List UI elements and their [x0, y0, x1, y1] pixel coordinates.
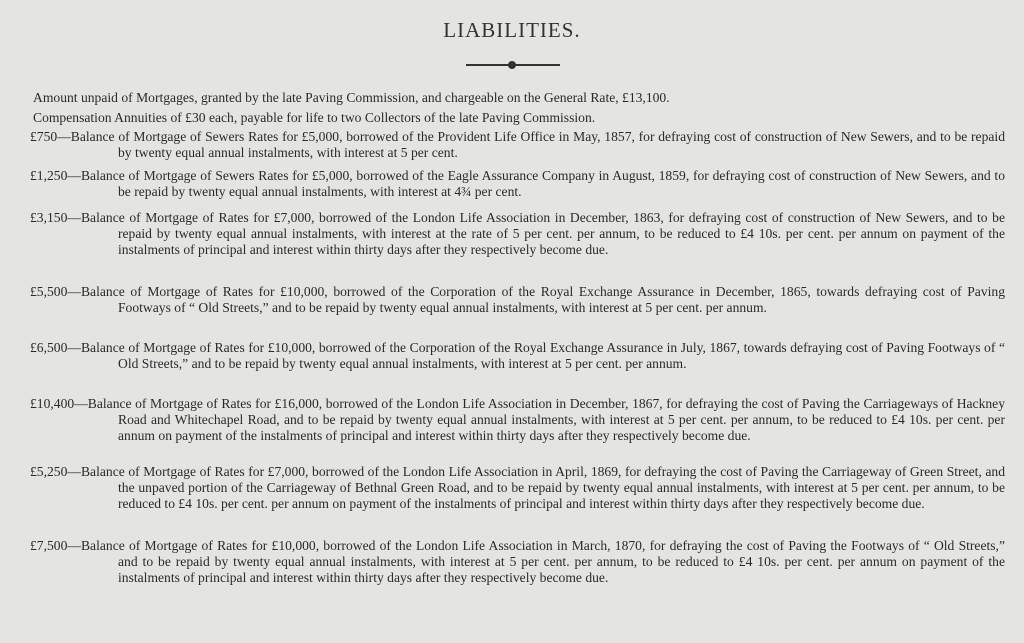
entry-text: Balance of Mortgage of Rates for £16,000, borrowed of the London Life Association in December, 1867, for defraying the cost of Paving the Carriageways of Hackney Road and Whitechapel Road, and to be repaid by twenty equal annual instalments, with interest at 5 per cent. per annum, to be reduced to £4 10s. per cent. per annum on payment of the instalments of principal and interest within thirty days after they respectively become due.: [87, 396, 1005, 443]
entry-amount: £7,500: [30, 538, 68, 553]
entry-amount: £10,400: [30, 396, 75, 411]
liability-entry: £1,250—Balance of Mortgage of Sewers Rates for £5,000, borrowed of the Eagle Assurance Company in August, 1859, for defraying cost of construction of New Sewers, and to be repaid by twenty equal annual instalments, with interest at 4¾ per cent.: [30, 168, 1005, 199]
liability-entry: £5,250—Balance of Mortgage of Rates for £7,000, borrowed of the London Life Association in April, 1869, for defraying the cost of Paving the Carriageway of Green Street, and the unpaved portion of the Carriageway of Bethnal Green Road, and to be repaid by twenty equal annual instalments, with interest at 5 per cent. per annum, to be reduced to £4 10s. per cent. per annum on payment of the instalments of principal and interest within thirty days after they respectively become due.: [30, 464, 1005, 511]
entry-amount: £6,500: [30, 340, 68, 355]
liability-entry: £6,500—Balance of Mortgage of Rates for £10,000, borrowed of the Corporation of the Royal Exchange Assurance in July, 1867, towards defraying cost of Paving Footways of “ Old Streets,” and to be repaid by twenty equal annual instalments, with interest at 5 per cent. per annum.: [30, 340, 1005, 371]
entry-amount: £1,250: [30, 168, 68, 183]
entry-text: Balance of Mortgage of Rates for £7,000, borrowed of the London Life Association in April, 1869, for defraying the cost of Paving the Carriageway of Green Street, and the unpaved portion of the Carriageway of Bethnal Green Road, and to be repaid by twenty equal annual instalments, with interest at 5 per cent. per annum, to be reduced to £4 10s. per cent. per annum on payment of the instalments of principal and interest within thirty days after they respectively become due.: [80, 464, 1005, 511]
liability-entry: £5,500—Balance of Mortgage of Rates for £10,000, borrowed of the Corporation of the Royal Exchange Assurance in December, 1865, towards defraying cost of Paving Footways of “ Old Streets,” and to be repaid by twenty equal annual instalments, with interest at 5 per cent. per annum.: [30, 284, 1005, 315]
entry-text: Balance of Mortgage of Rates for £10,000, borrowed of the Corporation of the Royal Exchange Assurance in July, 1867, towards defraying cost of Paving Footways of “ Old Streets,” and to be repaid by twenty equal annual instalments, with interest at 5 per cent. per annum.: [80, 340, 1005, 371]
liability-entry: £3,150—Balance of Mortgage of Rates for £7,000, borrowed of the London Life Association in December, 1863, for defraying cost of construction of New Sewers, and to be repaid by twenty equal annual instalments, with interest at the rate of 5 per cent. per annum, to be reduced to £4 10s. per cent. per annum on payment of the instalments of principal and interest within thirty days after they respectively become due.: [30, 210, 1005, 257]
intro-mortgages: Amount unpaid of Mortgages, granted by the late Paving Commission, and chargeable on the General Rate, £13,100.: [33, 90, 670, 105]
liability-entry: £7,500—Balance of Mortgage of Rates for £10,000, borrowed of the London Life Association in March, 1870, for defraying the cost of Paving the Footways of “ Old Streets,” and to be repaid by twenty equal annual instalments, with interest at 5 per cent. per annum, to be reduced to £4 10s. per cent. per annum on payment of the instalments of principal and interest within thirty days after they respectively become due.: [30, 538, 1005, 585]
entry-text: Balance of Mortgage of Rates for £10,000, borrowed of the Corporation of the Royal Exchange Assurance in December, 1865, towards defraying cost of Paving Footways of “ Old Streets,” and to be repaid by twenty equal annual instalments, with interest at 5 per cent. per annum.: [80, 284, 1005, 315]
entry-text: Balance of Mortgage of Rates for £7,000, borrowed of the London Life Association in December, 1863, for defraying cost of construction of New Sewers, and to be repaid by twenty equal annual instalments, with interest at the rate of 5 per cent. per annum, to be reduced to £4 10s. per cent. per annum on payment of the instalments of principal and interest within thirty days after they respectively become due.: [80, 210, 1005, 257]
title-rule-ornament: [508, 61, 516, 69]
page-title: LIABILITIES.: [443, 18, 581, 42]
liability-entry: £10,400—Balance of Mortgage of Rates for £16,000, borrowed of the London Life Association in December, 1867, for defraying the cost of Paving the Carriageways of Hackney Road and Whitechapel Road, and to be repaid by twenty equal annual instalments, with interest at 5 per cent. per annum, to be reduced to £4 10s. per cent. per annum on payment of the instalments of principal and interest within thirty days after they respectively become due.: [30, 396, 1005, 443]
entry-amount: £5,250: [30, 464, 68, 479]
entry-amount: £750: [30, 129, 58, 144]
entry-text: Balance of Mortgage of Sewers Rates for £5,000, borrowed of the Provident Life Office in May, 1857, for defraying cost of construction of New Sewers, and to be repaid by twenty equal annual instalments, with interest at 5 per cent.: [70, 129, 1005, 160]
entry-text: Balance of Mortgage of Rates for £10,000, borrowed of the London Life Association in March, 1870, for defraying the cost of Paving the Footways of “ Old Streets,” and to be repaid by twenty equal annual instalments, with interest at 5 per cent. per annum, to be reduced to £4 10s. per cent. per annum on payment of the instalments of principal and interest within thirty days after they respectively become due.: [80, 538, 1005, 585]
entry-amount: £5,500: [30, 284, 68, 299]
intro-annuities: Compensation Annuities of £30 each, payable for life to two Collectors of the late Paving Commission.: [33, 110, 596, 125]
entry-text: Balance of Mortgage of Sewers Rates for £5,000, borrowed of the Eagle Assurance Company in August, 1859, for defraying cost of construction of New Sewers, and to be repaid by twenty equal annual instalments, with interest at 4¾ per cent.: [80, 168, 1005, 199]
liability-entry: £750—Balance of Mortgage of Sewers Rates for £5,000, borrowed of the Provident Life Office in May, 1857, for defraying cost of construction of New Sewers, and to be repaid by twenty equal annual instalments, with interest at 5 per cent.: [30, 129, 1005, 160]
entry-amount: £3,150: [30, 210, 68, 225]
